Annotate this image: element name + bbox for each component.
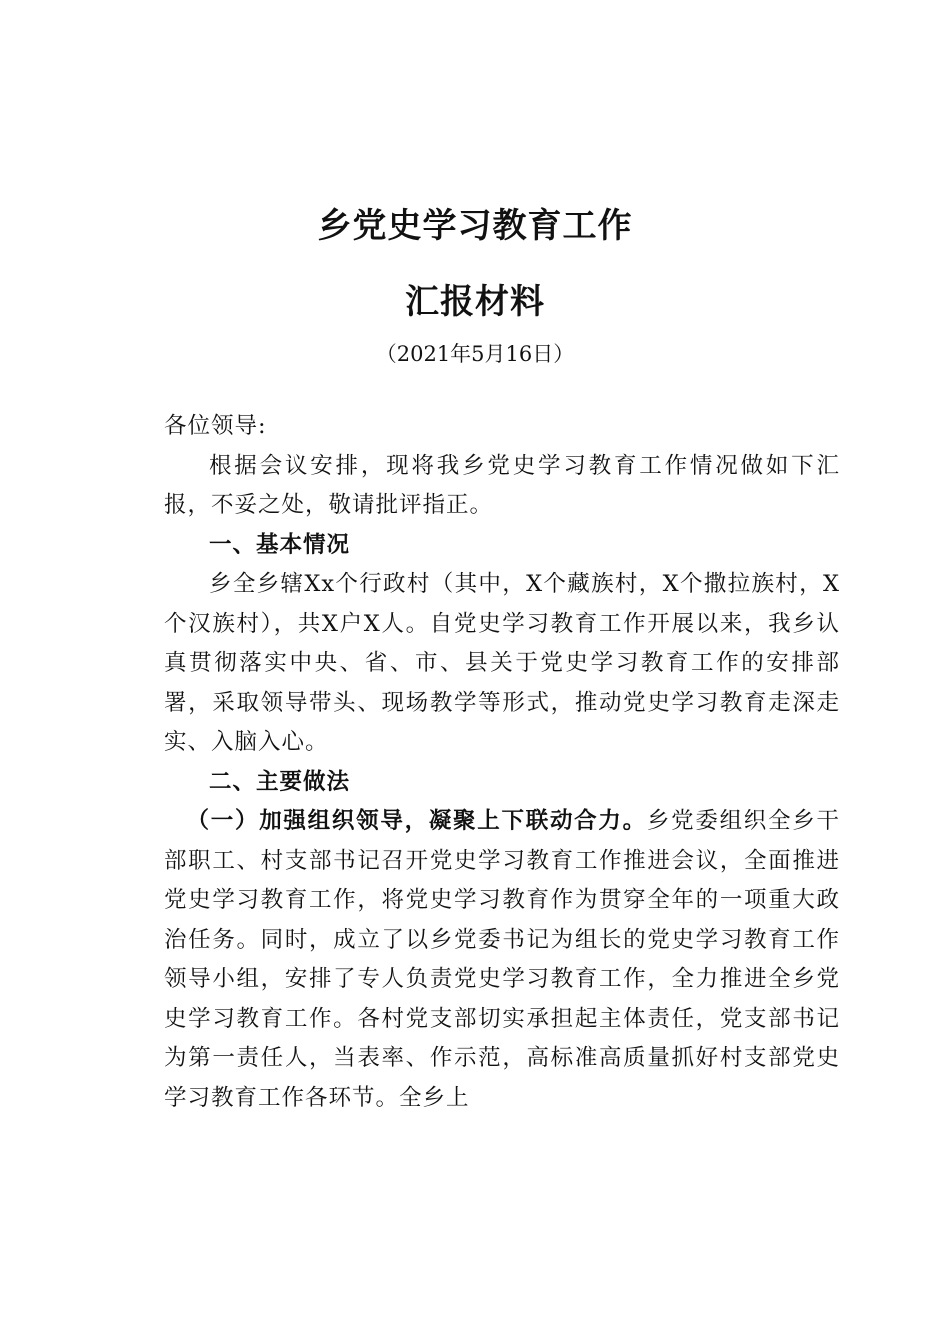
section1-paragraph: 乡全乡辖Xx个行政村（其中，X个藏族村，X个撒拉族村，X个汉族村），共X户X人。自党史学习教育工作开展以来，我乡认真贯彻落实中央、省、市、县关于党史学习教育工作的安排部署，采取领导带头、现场教学等形式，推动党史学习教育走深走实、入脑入心。 bbox=[164, 571, 840, 755]
document-title-line1: 乡党史学习教育工作 bbox=[317, 206, 633, 246]
document-date: （2021年5月16日） bbox=[375, 342, 575, 366]
document-body bbox=[164, 407, 840, 1118]
section1-heading: 一、基本情况 bbox=[209, 531, 351, 558]
intro-paragraph: 根据会议安排，现将我乡党史学习教育工作情况做如下汇报，不妥之处，敬请批评指正。 bbox=[164, 452, 840, 518]
section2-sub1-paragraph bbox=[164, 802, 840, 1118]
salutation: 各位领导: bbox=[164, 413, 267, 439]
section2-heading: 二、主要做法 bbox=[209, 768, 351, 795]
section2-sub1-lead: （一）加强组织领导，凝聚上下联动合力。 bbox=[186, 808, 647, 834]
section2-sub1-text: 乡党委组织全乡干部职工、村支部书记召开党史学习教育工作推进会议，全面推进党史学习教育工作，将党史学习教育作为贯穿全年的一项重大政治任务。同时，成立了以乡党委书记为组长的党史学习教育工作领导小组，安排了专人负责党史学习教育工作，全力推进全乡党史学习教育工作。各村党支部切实承担起主体责任，党支部书记为第一责任人，当表率、作示范，高标准高质量抓好村支部党史学习教育工作各环节。全乡上 bbox=[164, 808, 840, 1111]
document-title-line2: 汇报材料 bbox=[405, 282, 545, 322]
